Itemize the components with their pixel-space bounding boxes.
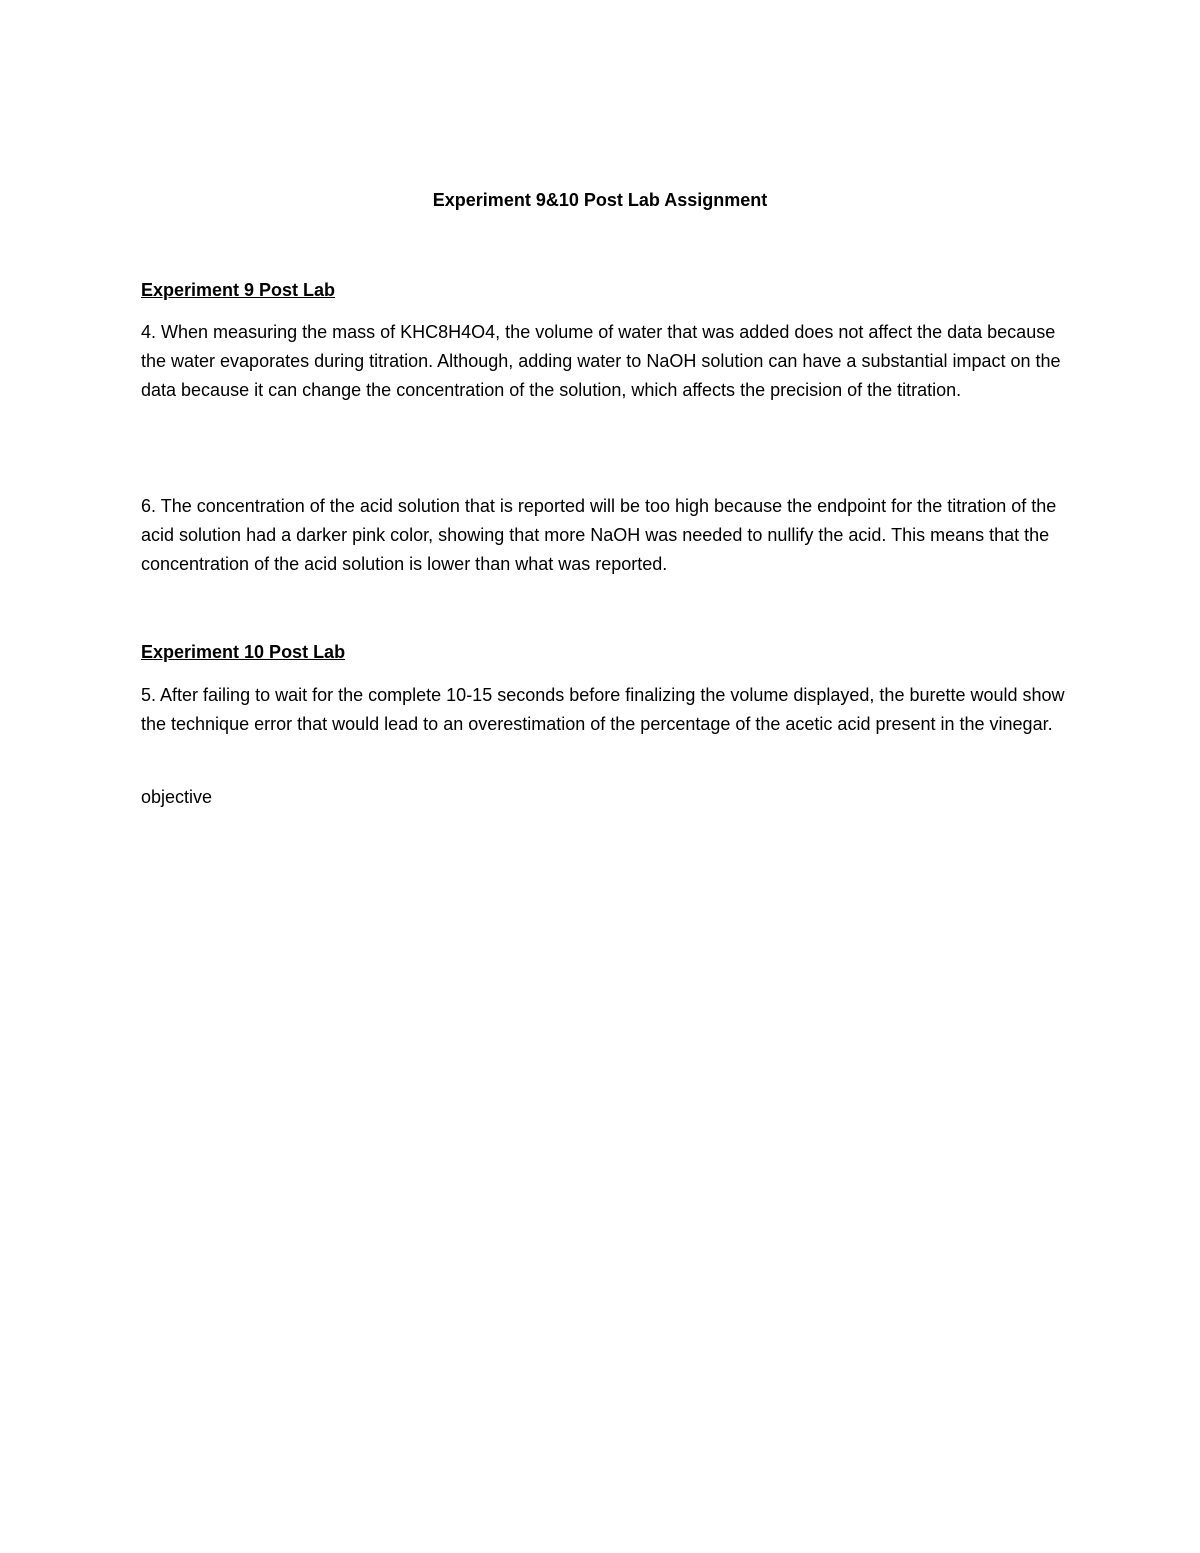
answer-paragraph <box>141 681 1071 739</box>
answer-paragraph <box>141 492 1071 579</box>
answer-text: The concentration of the acid solution that is reported will be too high because the endpoint for the titration of the acid solution had a darker pink color, showing that more NaOH was needed to nullify the acid. This means that the concentration of the acid solution is lower than what was reported. <box>141 496 1057 574</box>
answer-text: After failing to wait for the complete 10-15 seconds before finalizing the volume displayed, the burette would show the technique error that would lead to an overestimation of the percentage of the acetic acid present in the vinegar. <box>141 685 1065 734</box>
answer-text: When measuring the mass of KHC8H4O4, the volume of water that was added does not affect the data because the water evaporates during titration. Although, adding water to NaOH solution can have a substantial impact on the data because it can change the concentration of the solution, which affects the precision of the titration. <box>141 322 1061 400</box>
answer-number: 4. <box>141 322 157 342</box>
answer-number: 6. <box>141 496 157 516</box>
section-heading-experiment-9: Experiment 9 Post Lab <box>141 280 336 300</box>
trailing-text: objective <box>141 787 213 807</box>
document-title: Experiment 9&10 Post Lab Assignment <box>432 190 768 210</box>
answer-paragraph <box>141 318 1071 405</box>
section-heading-experiment-10: Experiment 10 Post Lab <box>141 642 346 662</box>
answer-number: 5. <box>141 685 157 705</box>
